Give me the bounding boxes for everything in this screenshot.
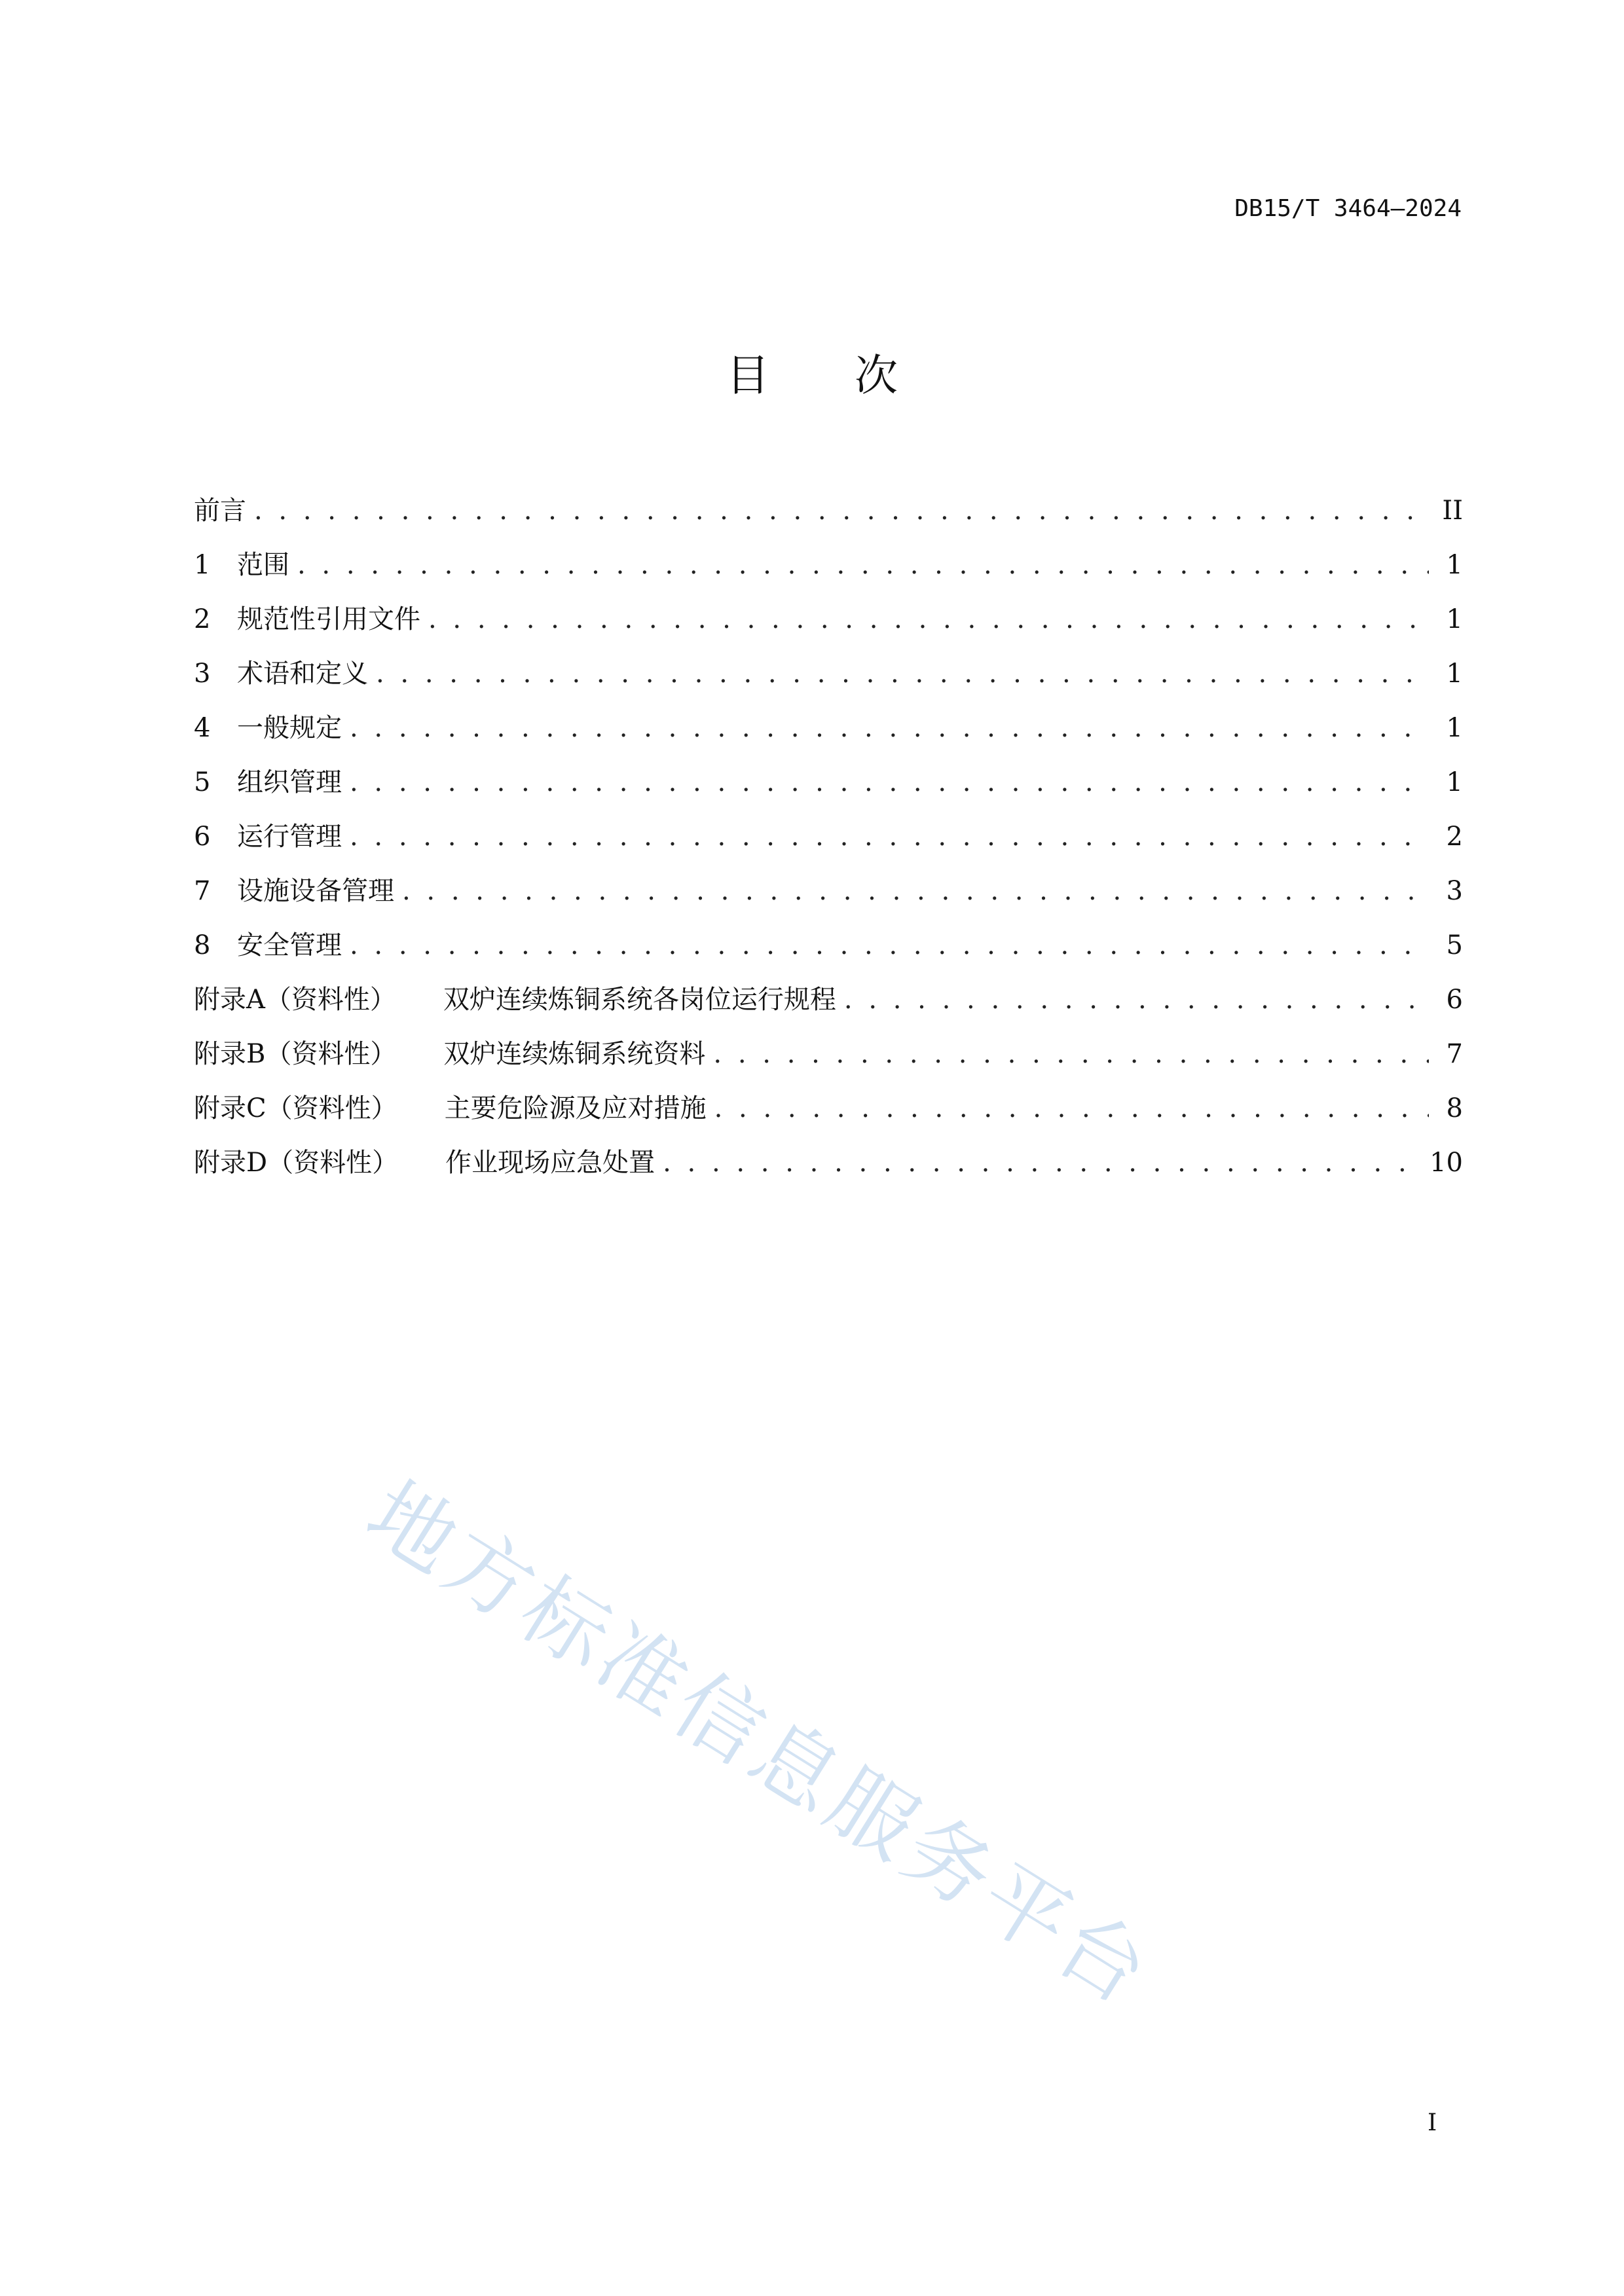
toc-entry-5[interactable] <box>194 761 1463 816</box>
toc-entry-number: 2 <box>194 604 211 634</box>
toc-entry-7[interactable] <box>194 870 1463 924</box>
watermark: 地方标准信息服务平台 <box>350 1462 1170 2026</box>
toc-leader-dots <box>350 822 1429 852</box>
toc-leader-dots <box>663 1148 1422 1178</box>
toc-leader-dots <box>376 659 1429 689</box>
toc-entry-appendix-a[interactable] <box>194 979 1463 1033</box>
toc-entry-text: 前言 <box>194 496 246 526</box>
toc-entry-2[interactable] <box>194 598 1463 653</box>
toc-entry-8[interactable] <box>194 924 1463 979</box>
toc-entry-text: 双炉连续炼铜系统资料 <box>443 1039 706 1069</box>
document-code: DB15/T 3464—2024 <box>1234 195 1462 222</box>
toc-leader-dots <box>713 1039 1429 1069</box>
toc-entry-page: 3 <box>1446 876 1463 906</box>
toc-entry-number: 1 <box>194 550 211 580</box>
toc-leader-dots <box>297 550 1429 580</box>
page-number: I <box>1428 2109 1437 2136</box>
toc-entry-page: 2 <box>1446 822 1463 852</box>
toc-leader-dots <box>350 930 1429 960</box>
toc-entry-text: 主要危险源及应对措施 <box>444 1093 707 1123</box>
toc-leader-dots <box>254 496 1429 526</box>
toc-entry-number: 3 <box>194 659 211 689</box>
toc-entry-number: 5 <box>194 767 211 797</box>
toc-entry-number: 4 <box>194 713 211 743</box>
toc-entry-text: 一般规定 <box>237 713 342 743</box>
toc-leader-dots <box>402 876 1429 906</box>
toc-entry-appendix-d[interactable] <box>194 1142 1463 1196</box>
toc-entry-appendix-c[interactable] <box>194 1087 1463 1142</box>
toc-leader-dots <box>350 713 1429 743</box>
toc-entry-6[interactable] <box>194 816 1463 870</box>
toc-entry-text: 设施设备管理 <box>237 876 394 906</box>
toc-entry-appendix-b[interactable] <box>194 1033 1463 1087</box>
toc-entry-page: 1 <box>1446 550 1463 580</box>
toc-entry-page: 5 <box>1446 930 1463 960</box>
toc-appendix-label: 附录D（资料性） <box>194 1148 399 1178</box>
toc-entry-foreword[interactable] <box>194 490 1463 544</box>
toc-entry-text: 作业现场应急处置 <box>445 1148 655 1178</box>
toc-leader-dots <box>844 985 1429 1015</box>
toc-entry-page: 1 <box>1446 713 1463 743</box>
toc-appendix-label: 附录B（资料性） <box>194 1039 397 1069</box>
toc-entry-4[interactable] <box>194 707 1463 761</box>
toc-entry-number: 6 <box>194 822 211 852</box>
toc-entry-page: 1 <box>1446 659 1463 689</box>
toc-entry-number: 7 <box>194 876 211 906</box>
table-of-contents <box>194 490 1463 1196</box>
toc-leader-dots <box>714 1093 1429 1123</box>
toc-entry-text: 范围 <box>237 550 289 580</box>
toc-entry-1[interactable] <box>194 544 1463 598</box>
toc-entry-page: 8 <box>1446 1093 1463 1123</box>
toc-entry-number: 8 <box>194 930 211 960</box>
toc-entry-text: 安全管理 <box>237 930 342 960</box>
toc-entry-text: 组织管理 <box>237 767 342 797</box>
toc-entry-text: 运行管理 <box>237 822 342 852</box>
toc-entry-text: 双炉连续炼铜系统各岗位运行规程 <box>443 985 836 1015</box>
toc-entry-page: 10 <box>1430 1148 1463 1178</box>
toc-entry-text: 规范性引用文件 <box>237 604 420 634</box>
toc-appendix-label: 附录A（资料性） <box>194 985 396 1015</box>
toc-leader-dots <box>428 604 1429 634</box>
toc-entry-page: 6 <box>1446 985 1463 1015</box>
toc-entry-page: 7 <box>1446 1039 1463 1069</box>
page-title <box>0 340 1624 403</box>
toc-leader-dots <box>350 767 1429 797</box>
toc-entry-3[interactable] <box>194 653 1463 707</box>
toc-appendix-label: 附录C（资料性） <box>194 1093 397 1123</box>
title-char-1: 目 <box>726 350 769 401</box>
toc-entry-page: II <box>1442 496 1463 526</box>
toc-entry-page: 1 <box>1446 604 1463 634</box>
toc-entry-page: 1 <box>1446 767 1463 797</box>
toc-entry-text: 术语和定义 <box>237 659 368 689</box>
title-char-2: 次 <box>855 350 898 401</box>
